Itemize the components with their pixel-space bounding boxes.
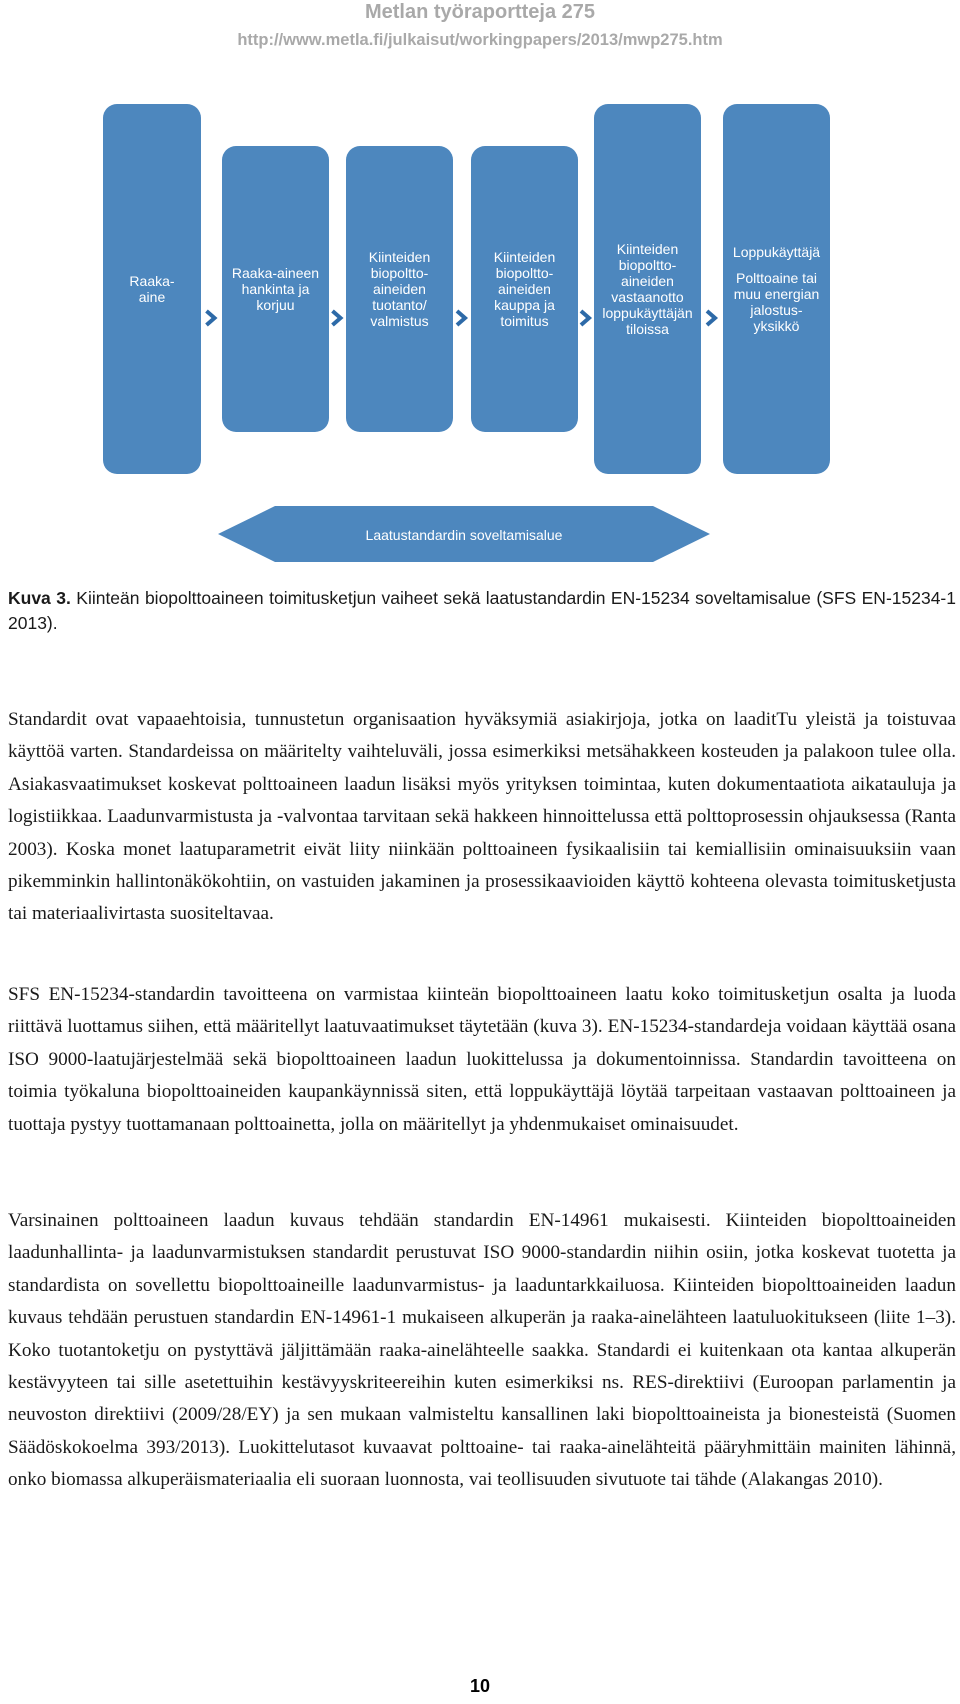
chevron-right-icon	[707, 311, 715, 325]
stage-3	[346, 146, 453, 432]
stage-label-line: Kiinteiden	[368, 249, 431, 265]
paragraph-3: Varsinainen polttoaineen laadun kuvaus tehdään standardin EN-14961 mukaisesti. Kiinteiden biopolttoaineiden laadunhallinta- ja laadunvarmistuksen standardit perustuvat ISO 9000-standardin niihin osiin, jotka koskevat tuotetta ja standardista on sovellettu biopolttoaineille laadunvarmistus- ja laaduntarkkailuosa. Kiinteiden biopolttoaineiden laadun kuvaus tehdään perustuen standardin EN-14961-1 mukaiseen alkuperän ja raaka-ainelähteen laatuluokitukseen (liite 1–3). Koko tuotantoketju on pystyttävä jäljittämään raaka-ainelähteelle saakka. Standardi ei kuitenkaan ota kantaa alkuperän kestävyyteen tai sille asetettuihin kestävyyskriteereihin kuten esimerkiksi ns. RES-direktiivi (Euroopan parlamentin ja neuvoston direktiivi (2009/28/EY) ja sen mukaan valmisteltu kansallinen laki biopolttoaineista ja bionesteistä (Suomen Säädöskokoelma 393/2013). Luokittelutasot kuvaavat polttoaine- tai raaka-ainelähteitä pääryhmittäin mainiten lähinnä, onko biomassa alkuperäismateriaalia eli suoraan luonnosta, vai teollisuuden sivutuote tai tähde (Alakangas 2010).	[8, 1210, 956, 1491]
stage-label-line: biopoltto-	[495, 265, 554, 281]
stage-6	[723, 104, 830, 474]
stage-label-line: aineiden	[498, 281, 551, 297]
stage-label-line: korjuu	[256, 297, 295, 313]
stage-label-line: jalostus-	[750, 301, 803, 318]
stage-label-line: biopoltto-	[370, 265, 429, 281]
stage-label-line: Kiinteiden	[616, 241, 679, 257]
stage-5	[594, 104, 701, 474]
stage-label-line: Raaka-	[129, 273, 175, 289]
stage-label-line: muu energian	[733, 285, 820, 302]
stage-label-line: Raaka-aineen	[231, 265, 320, 281]
stage-2	[222, 146, 329, 432]
stage-label-line: tuotanto/	[372, 297, 427, 313]
paragraph-2: SFS EN-15234-standardin tavoitteena on varmistaa kiinteän biopolttoaineen laatu koko toimitusketjun osalta ja luoda riittävä luottamus siihen, että määritellyt laatuvaatimukset täytetään (kuva 3). EN-15234-standardeja voidaan käyttää osana ISO 9000-laatujärjestelmää sekä biopolttoaineen laadun luokittelussa ja dokumentoinnissa. Standardin tavoitteena on toimia työkaluna biopolttoaineiden kaupankäynnissä siten, että loppukäyttäjä löytää tarpeitaan vastaavan polttoaineen ja tuottaja pystyy tuottamanaan polttoainetta, jolla on määritellyt ja yhdenmukaiset ominaisuudet.	[8, 984, 956, 1135]
stage-label-line: kauppa ja	[494, 297, 555, 313]
stage-label-line: yksikkö	[753, 317, 800, 334]
chevron-right-icon	[581, 311, 589, 325]
figure-caption	[8, 586, 956, 636]
series-url: http://www.metla.fi/julkaisut/workingpapers/2013/mwp275.htm	[237, 31, 723, 49]
stage-label-line: aineiden	[373, 281, 426, 297]
stage-label-line: vastaanotto	[611, 289, 684, 305]
stage-label-line: biopoltto-	[618, 257, 677, 273]
stage-label-line: Kiinteiden	[493, 249, 556, 265]
paragraph-1: Standardit ovat vapaaehtoisia, tunnustetun organisaation hyväksymiä asiakirjoja, jotka on laaditTu yleistä ja toistuvaa käyttöä varten. Standardeissa on määritelty vaihteluväli, jossa esimerkiksi metsähakkeen kosteuden ja palakoon tulee olla. Asiakasvaatimukset koskevat polttoaineen laadun lisäksi myös yrityksen toimintaa, kuten dokumentaatiota aikatauluja ja logistiikkaa. Laadunvarmistusta ja -valvontaa tarvitaan sekä hakkeen hinnoittelussa että polttoprosessin ohjauksessa (Ranta 2003). Koska monet laatuparametrit eivät liity niinkään polttoaineen fysikaalisiin tai kemiallisiin ominaisuuksiin vaan pikemminkin hallintonäkökohtiin, on vastuiden jakaminen ja prosessikaavioiden käyttö kohteena olevasta toimitusketjusta tai materiaalivirtasta suositeltavaa.	[8, 709, 956, 925]
stage-label-line: hankinta ja	[241, 281, 310, 297]
chevron-right-icon	[207, 311, 215, 325]
stage-label-line: valmistus	[370, 313, 429, 329]
stage-boxes	[103, 104, 830, 474]
stage-label-line: loppukäyttäjän	[602, 305, 693, 321]
stage-label-line: aineiden	[621, 273, 674, 289]
caption-text: Kiinteän biopolttoaineen toimitusketjun vaiheet sekä laatustandardin EN-15234 soveltamisalue (SFS EN-15234-1 2013).	[8, 588, 956, 633]
series-title: Metlan työraportteja 275	[364, 1, 596, 23]
chevron-right-icon	[333, 311, 341, 325]
page-number: 10	[469, 1676, 491, 1696]
stage-1	[103, 104, 201, 474]
supply-chain-diagram	[0, 90, 960, 570]
stage-4	[471, 146, 578, 432]
scope-label: Laatustandardin soveltamisalue	[365, 527, 563, 543]
stage-label-line: toimitus	[500, 313, 549, 329]
stage-heading: Loppukäyttäjä	[732, 244, 821, 261]
scope-band	[218, 506, 710, 562]
chevron-right-icon	[457, 311, 465, 325]
stage-label-line: Polttoaine tai	[736, 269, 817, 286]
stage-label-line: tiloissa	[626, 321, 669, 337]
stage-label-line: aine	[138, 289, 166, 305]
caption-label: Kuva 3.	[8, 588, 71, 608]
